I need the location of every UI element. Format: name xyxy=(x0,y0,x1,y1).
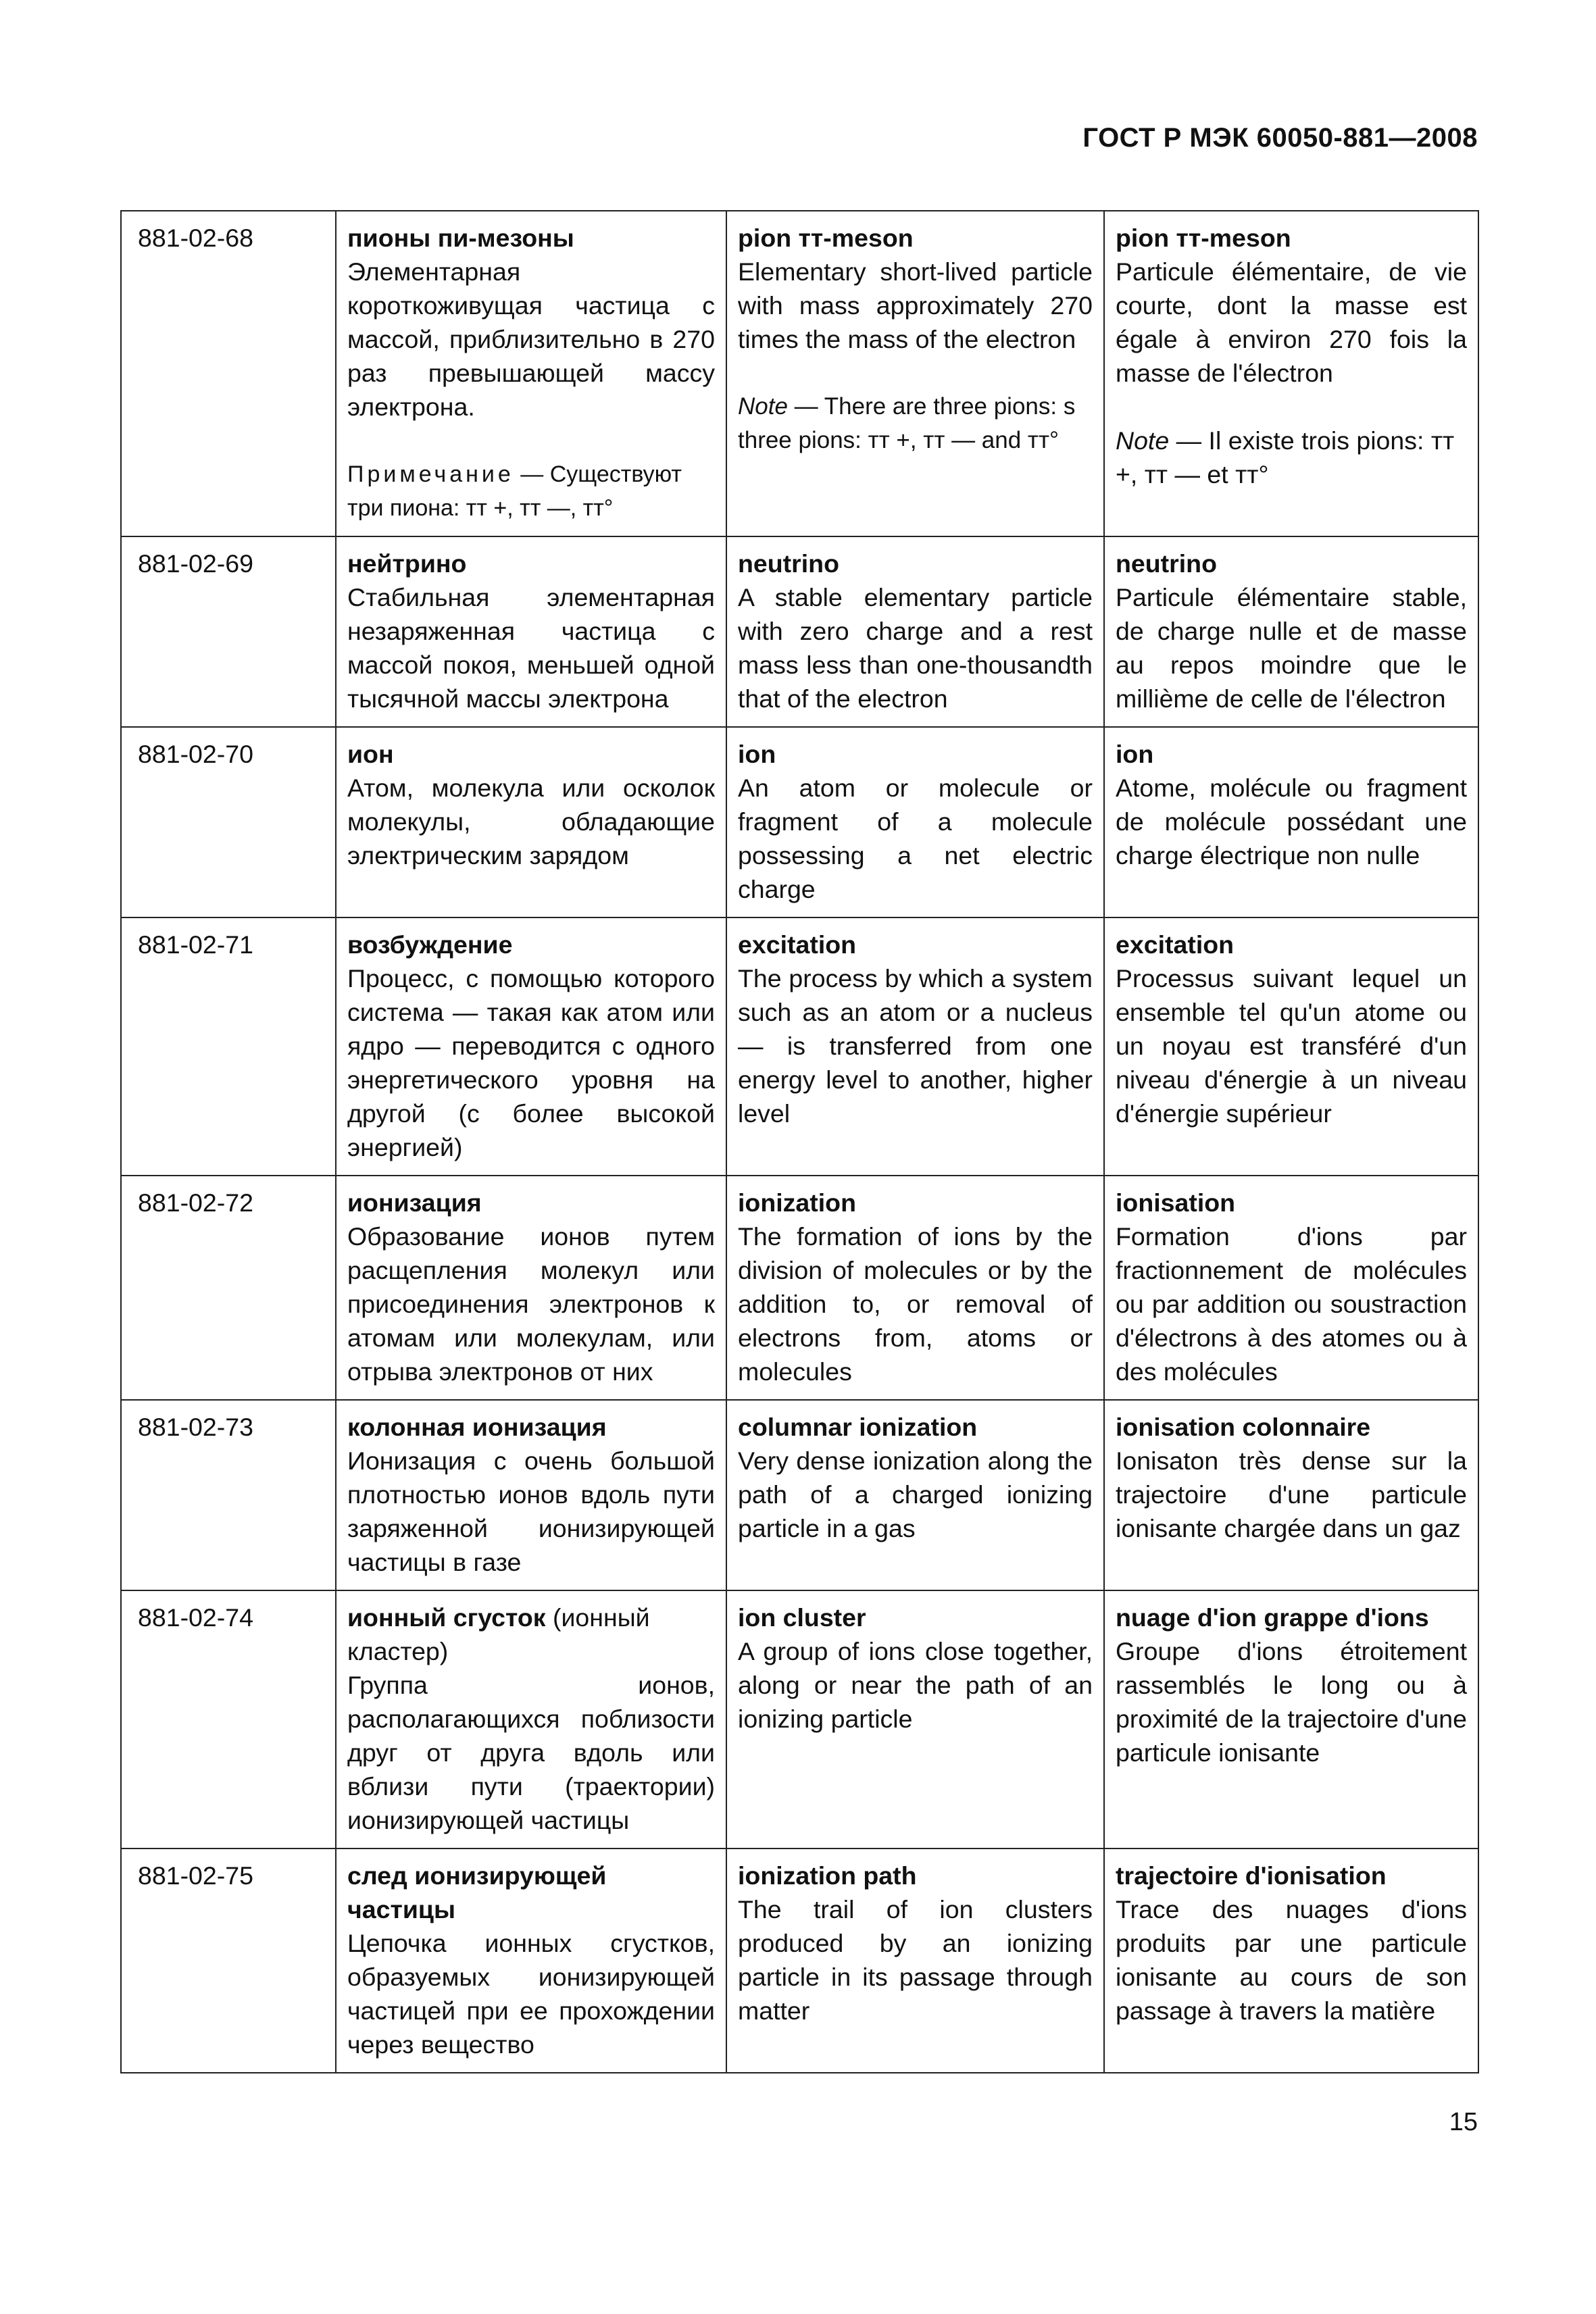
english-term: ionization path xyxy=(738,1861,917,1890)
english-term: neutrino xyxy=(738,549,839,578)
russian-term: след ионизирующей частицы xyxy=(347,1861,607,1923)
russian-cell xyxy=(336,917,726,1176)
french-term: ionisation colonnaire xyxy=(1116,1413,1371,1441)
french-term: nuage d'ion grappe d'ions xyxy=(1116,1603,1429,1632)
entry-number: 881-02-71 xyxy=(121,917,336,1176)
russian-definition: Цепочка ионных сгустков, образуемых ионизирующей частицей при ее прохождении через вещество xyxy=(347,1929,715,2059)
english-cell xyxy=(726,1590,1104,1848)
entry-number: 881-02-72 xyxy=(121,1176,336,1400)
french-definition: Formation d'ions par fractionnement de molécules ou par addition ou soustraction d'électrons à des atomes ou à des molécules xyxy=(1116,1222,1467,1386)
terminology-table xyxy=(120,210,1479,2073)
french-cell xyxy=(1104,917,1478,1176)
russian-definition: Стабильная элементарная незаряженная частица с массой покоя, меньшей одной тысячной массы электрона xyxy=(347,583,715,713)
table-row xyxy=(121,211,1478,536)
french-definition: Trace des nuages d'ions produits par une particule ionisante au cours de son passage à travers la matière xyxy=(1116,1895,1467,2025)
note-text: — Существуют три пиона: тт +, тт —, тт° xyxy=(347,461,682,521)
table-row xyxy=(121,917,1478,1176)
french-term: excitation xyxy=(1116,930,1235,959)
note-label: Примечание xyxy=(347,461,514,487)
russian-term: ионный сгусток xyxy=(347,1603,546,1632)
entry-number: 881-02-73 xyxy=(121,1400,336,1590)
russian-term: возбуждение xyxy=(347,930,513,959)
english-cell xyxy=(726,536,1104,727)
table-row xyxy=(121,727,1478,917)
russian-term: колонная ионизация xyxy=(347,1413,607,1441)
russian-cell xyxy=(336,727,726,917)
french-definition: Groupe d'ions étroitement rassemblés le long ou à proximité de la trajectoire d'une particule ionisante xyxy=(1116,1637,1467,1767)
russian-definition: Атом, молекула или осколок молекулы, обладающие электрическим зарядом xyxy=(347,774,715,870)
entry-number: 881-02-69 xyxy=(121,536,336,727)
french-term: neutrino xyxy=(1116,549,1217,578)
french-term: pion тт-meson xyxy=(1116,224,1291,252)
french-definition: Ionisaton très dense sur la trajectoire d'une particule ionisante chargée dans un gaz xyxy=(1116,1447,1467,1542)
russian-cell xyxy=(336,1590,726,1848)
english-term: ion cluster xyxy=(738,1603,866,1632)
english-definition: The process by which a system such as an atom or a nucleus — is transferred from one energy level to another, higher level xyxy=(738,964,1093,1128)
russian-cell xyxy=(336,536,726,727)
entry-number: 881-02-68 xyxy=(121,211,336,536)
russian-term-synonym: (ионный кластер) xyxy=(347,1603,650,1665)
table-row xyxy=(121,1176,1478,1400)
french-term: trajectoire d'ionisation xyxy=(1116,1861,1387,1890)
english-cell xyxy=(726,211,1104,536)
note-label: Note xyxy=(1116,426,1170,455)
english-term: pion тт-meson xyxy=(738,224,914,252)
note-label: Note xyxy=(738,393,788,420)
english-cell xyxy=(726,1176,1104,1400)
russian-note xyxy=(347,457,715,525)
english-definition: The trail of ion clusters produced by an ionizing particle in its passage through matter xyxy=(738,1895,1093,2025)
english-term: excitation xyxy=(738,930,857,959)
french-cell xyxy=(1104,536,1478,727)
english-cell xyxy=(726,1400,1104,1590)
russian-definition: Ионизация с очень большой плотностью ионов вдоль пути заряженной ионизирующей частицы в газе xyxy=(347,1447,715,1576)
russian-cell xyxy=(336,1176,726,1400)
english-cell xyxy=(726,1848,1104,2073)
entry-number: 881-02-74 xyxy=(121,1590,336,1848)
french-cell xyxy=(1104,1590,1478,1848)
english-definition: The formation of ions by the division of molecules or by the addition to, or removal of electrons from, atoms or molecules xyxy=(738,1222,1093,1386)
french-cell xyxy=(1104,211,1478,536)
english-note xyxy=(738,390,1093,457)
french-definition: Atome, molécule ou fragment de molécule possédant une charge électrique non nulle xyxy=(1116,774,1467,870)
french-term: ion xyxy=(1116,740,1154,768)
french-term: ionisation xyxy=(1116,1188,1236,1217)
russian-definition: Элементарная короткоживущая частица с массой, приблизительно в 270 раз превышающей массу электрона. xyxy=(347,257,715,421)
page-number: 15 xyxy=(1449,2108,1478,2136)
table-row xyxy=(121,1590,1478,1848)
russian-definition: Группа ионов, располагающихся поблизости друг от друга вдоль или вблизи пути (траектории) ионизирующей частицы xyxy=(347,1671,715,1834)
entry-number: 881-02-70 xyxy=(121,727,336,917)
russian-term: нейтрино xyxy=(347,549,467,578)
english-definition: An atom or molecule or fragment of a molecule possessing a net electric charge xyxy=(738,774,1093,903)
english-definition: A group of ions close together, along or near the path of an ionizing particle xyxy=(738,1637,1093,1733)
english-term: columnar ionization xyxy=(738,1413,978,1441)
french-cell xyxy=(1104,1848,1478,2073)
russian-definition: Образование ионов путем расщепления молекул или присоединения электронов к атомам или молекулам, или отрыва электронов от них xyxy=(347,1222,715,1386)
entry-number: 881-02-75 xyxy=(121,1848,336,2073)
table-row xyxy=(121,536,1478,727)
english-definition: A stable elementary particle with zero charge and a rest mass less than one-thousandth that of the electron xyxy=(738,583,1093,713)
table-row xyxy=(121,1848,1478,2073)
russian-term: ион xyxy=(347,740,394,768)
english-cell xyxy=(726,727,1104,917)
english-definition: Elementary short-lived particle with mass approximately 270 times the mass of the electron xyxy=(738,257,1093,353)
russian-cell xyxy=(336,1400,726,1590)
russian-term: ионизация xyxy=(347,1188,482,1217)
note-text: — Il existe trois pions: тт +, тт — et тт° xyxy=(1116,426,1455,488)
russian-cell xyxy=(336,1848,726,2073)
english-cell xyxy=(726,917,1104,1176)
french-cell xyxy=(1104,1400,1478,1590)
french-cell xyxy=(1104,727,1478,917)
english-term: ionization xyxy=(738,1188,856,1217)
document-header: ГОСТ Р МЭК 60050-881—2008 xyxy=(1082,123,1478,153)
english-definition: Very dense ionization along the path of a charged ionizing particle in a gas xyxy=(738,1447,1093,1542)
table-row xyxy=(121,1400,1478,1590)
french-cell xyxy=(1104,1176,1478,1400)
note-text: — There are three pions: s three pions: тт +, тт — and тт° xyxy=(738,393,1076,453)
french-definition: Processus suivant lequel un ensemble tel qu'un atome ou un noyau est transféré d'un niveau d'énergie à un niveau d'énergie supérieur xyxy=(1116,964,1467,1128)
russian-term: пионы пи-мезоны xyxy=(347,224,574,252)
french-definition: Particule élémentaire, de vie courte, dont la masse est égale à environ 270 fois la masse de l'électron xyxy=(1116,257,1467,387)
french-definition: Particule élémentaire stable, de charge nulle et de masse au repos moindre que le millième de celle de l'électron xyxy=(1116,583,1467,713)
russian-cell xyxy=(336,211,726,536)
russian-definition: Процесс, с помощью которого система — такая как атом или ядро — переводится с одного энергетического уровня на другой (с более высокой энергией) xyxy=(347,964,715,1161)
english-term: ion xyxy=(738,740,776,768)
french-note xyxy=(1116,424,1467,491)
